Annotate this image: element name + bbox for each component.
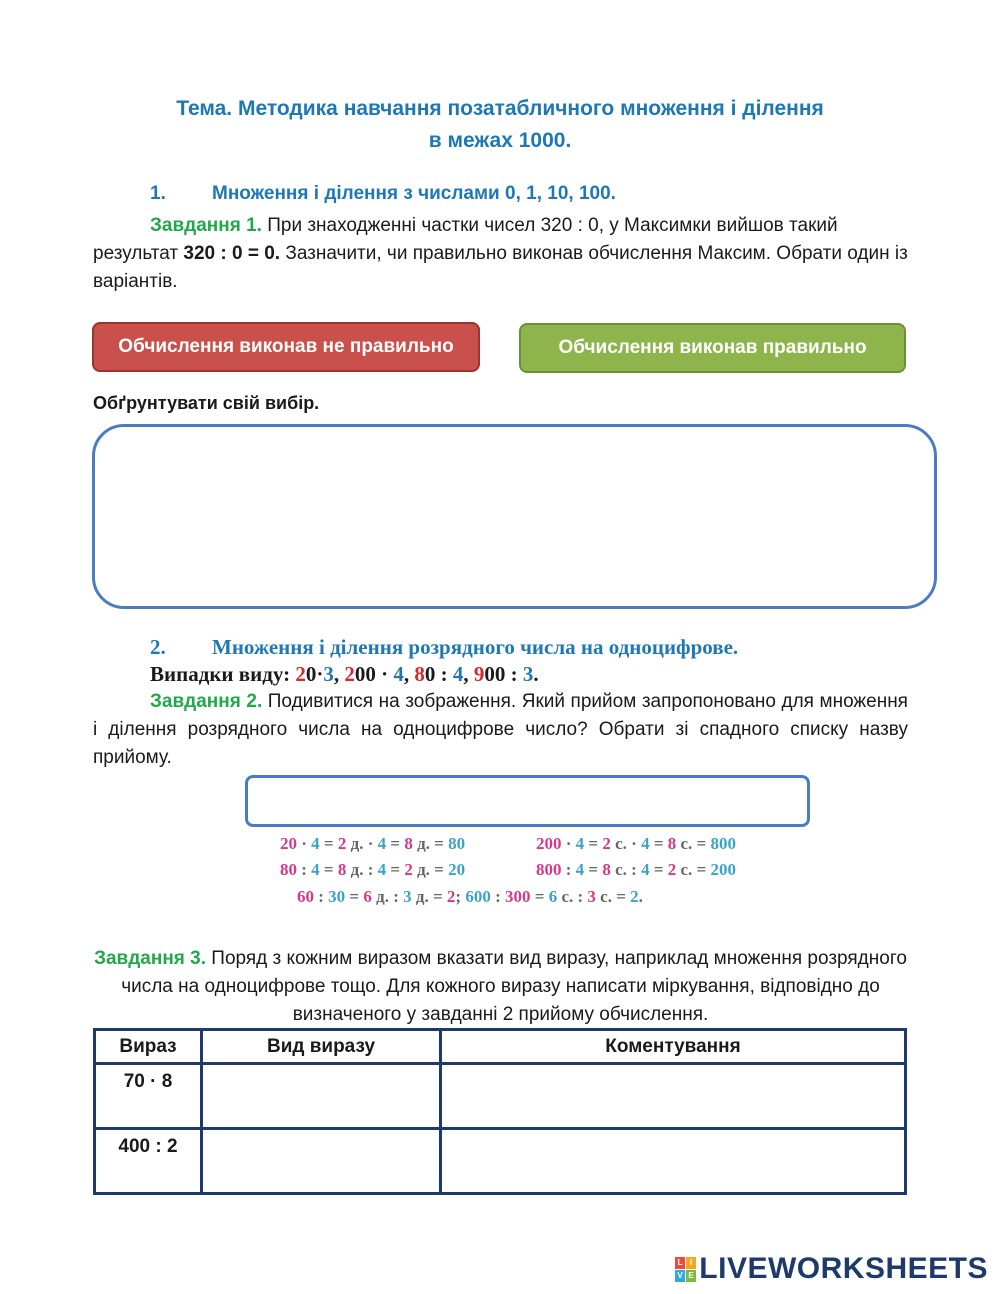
equation-token: 3 — [587, 887, 596, 906]
equation-token: = — [530, 887, 549, 906]
technique-dropdown[interactable] — [245, 775, 810, 827]
case-divisor: 3 — [323, 662, 334, 686]
logo-mark-icon — [675, 1257, 696, 1282]
equation-row2-right — [536, 860, 736, 880]
page-title-line1: Тема. Методика навчання позатабличного множення і ділення — [176, 97, 824, 120]
header-comment: Коментування — [441, 1030, 906, 1064]
equation-token: 80 — [448, 834, 466, 853]
task3-paragraph — [93, 945, 908, 1029]
equation-token: : — [561, 860, 576, 879]
table-row — [95, 1064, 906, 1129]
task2-label: Завдання 2. — [150, 691, 263, 712]
case-digit: 2 — [295, 662, 306, 686]
option-right-button[interactable]: Обчислення виконав правильно — [519, 323, 906, 373]
equation-token: 4 — [311, 834, 320, 853]
equation-token: : — [297, 860, 312, 879]
equation-token: 4 — [641, 834, 650, 853]
equation-token: · — [297, 834, 312, 853]
equation-token: 8 — [337, 860, 347, 879]
equation-token: с. = — [595, 887, 631, 906]
task3-label: Завдання 3. — [94, 948, 207, 969]
equation-token: 60 — [297, 887, 314, 906]
comment-input[interactable] — [441, 1064, 906, 1129]
equation-token: 2 — [667, 860, 677, 879]
equation-token: 2 — [602, 834, 611, 853]
case-sep: , — [403, 662, 415, 686]
justification-textarea[interactable] — [92, 424, 937, 609]
kind-input[interactable] — [202, 1064, 441, 1129]
case-digit: 9 — [473, 662, 485, 686]
equation-token: = — [386, 834, 405, 853]
equation-token: : — [490, 887, 506, 906]
equation-token: с. : — [610, 860, 642, 879]
equation-token: = — [649, 834, 668, 853]
equation-token: 8 — [667, 834, 677, 853]
case-divisor: 4 — [452, 662, 464, 686]
equation-token: 600 — [465, 887, 491, 906]
equation-token: с. = — [676, 860, 711, 879]
case-digit: 2 — [344, 662, 355, 686]
equation-token: д. = — [411, 887, 447, 906]
equation-row1-left — [280, 834, 465, 854]
equation-token: с. = — [676, 834, 711, 853]
section2-number: 2. — [150, 635, 166, 659]
expression-cell: 70 · 8 — [95, 1064, 202, 1129]
equation-token: 2 — [337, 834, 347, 853]
equation-token: 4 — [575, 834, 585, 853]
task1-paragraph — [93, 212, 908, 296]
equation-token: = — [584, 834, 603, 853]
logo-mark-letter: V — [675, 1270, 685, 1282]
task3-text: Поряд з кожним виразом вказати вид виразу, наприклад множення розрядного числа на одноцифрове тощо. Для кожного виразу написати міркування, відповідно до визначеного у завданні 2 прийому обчислення. — [121, 948, 907, 1025]
case-digit: 8 — [414, 662, 425, 686]
logo-text: LIVEWORKSHEETS — [699, 1252, 988, 1285]
equation-token: 2 — [404, 860, 413, 879]
equation-token: = — [649, 860, 668, 879]
task1-text-b: Зазначити, чи правильно виконав обчислення Максим. Обрати один із варіантів. — [93, 243, 908, 292]
task2-paragraph — [93, 688, 908, 772]
case-rest: 0· — [305, 662, 324, 686]
equation-token: 200 — [536, 834, 562, 853]
equation-token: 800 — [710, 834, 736, 853]
case-sep: . — [533, 662, 539, 686]
equation-row2-left — [280, 860, 465, 880]
kind-input[interactable] — [202, 1129, 441, 1194]
equation-token: 30 — [328, 887, 346, 906]
justify-label: Обґрунтувати свій вибір. — [93, 393, 320, 413]
task1-label: Завдання 1. — [150, 215, 262, 236]
equation-row3 — [297, 887, 643, 907]
equation-token: 4 — [575, 860, 585, 879]
equation-token: д. = — [412, 860, 449, 879]
header-kind: Вид виразу — [202, 1030, 441, 1064]
case-divisor: 3 — [522, 662, 534, 686]
expressions-table — [93, 1028, 907, 1195]
equation-token: = — [386, 860, 405, 879]
cases-label: Випадки виду: — [150, 662, 296, 686]
equation-token: 4 — [377, 834, 387, 853]
expression-cell: 400 : 2 — [95, 1129, 202, 1194]
option-wrong-button[interactable]: Обчислення виконав не правильно — [92, 322, 480, 372]
section1-number: 1. — [150, 183, 166, 204]
equation-token: 80 — [280, 860, 297, 879]
section1-heading — [150, 183, 616, 205]
task1-bold-expression: 320 : 0 = 0. — [183, 243, 281, 264]
case-rest: 0 : — [424, 662, 453, 686]
equation-token: = — [319, 860, 338, 879]
equation-token: 4 — [377, 860, 387, 879]
equation-token: 4 — [311, 860, 320, 879]
equation-row1-right — [536, 834, 736, 854]
equation-token: д. = — [412, 834, 449, 853]
task2-text: Подивитися на зображення. Який прийом запропоновано для множення і ділення розрядного числа на одноцифрове число? Обрати зі спадного списку назву прийому. — [93, 691, 908, 768]
equation-token: д. : — [346, 860, 378, 879]
equation-token: 6 — [363, 887, 372, 906]
task1-text-a: При знаходженні частки чисел 320 : 0, у Максимки вийшов такий результат — [93, 215, 838, 264]
equation-token: = — [345, 887, 364, 906]
table-header-row — [95, 1030, 906, 1064]
equation-token: д. · — [346, 834, 378, 853]
page-title-line2: в межах 1000. — [428, 129, 572, 152]
equation-token: 200 — [710, 860, 736, 879]
equation-token: 20 — [280, 834, 297, 853]
case-rest: 00 · — [354, 662, 394, 686]
equation-token: 2 — [446, 887, 456, 906]
logo-mark-letter: E — [686, 1270, 696, 1282]
equation-token: . — [638, 887, 643, 906]
case-divisor: 4 — [393, 662, 404, 686]
case-sep: , — [463, 662, 474, 686]
equation-token: с. : — [557, 887, 588, 906]
equation-token: ; — [455, 887, 466, 906]
section1-heading-text: Множення і ділення з числами 0, 1, 10, 100. — [212, 183, 616, 204]
equation-token: 8 — [602, 860, 611, 879]
equation-token: = — [584, 860, 603, 879]
liveworksheets-logo — [675, 1252, 988, 1286]
equation-token: с. · — [610, 834, 642, 853]
equation-token: 2 — [630, 887, 639, 906]
logo-mark-letter: L — [675, 1257, 685, 1269]
equation-token: · — [561, 834, 576, 853]
case-rest: 00 : — [484, 662, 523, 686]
cases-line — [150, 662, 539, 687]
header-expression: Вираз — [95, 1030, 202, 1064]
equation-token: д. : — [371, 887, 404, 906]
comment-input[interactable] — [441, 1129, 906, 1194]
equation-token: 800 — [536, 860, 562, 879]
section2-heading-text: Множення і ділення розрядного числа на одноцифрове. — [212, 635, 739, 659]
equation-token: 300 — [505, 887, 531, 906]
table-row — [95, 1129, 906, 1194]
case-sep: , — [333, 662, 345, 686]
equation-token: 20 — [448, 860, 466, 879]
section2-heading — [150, 635, 738, 660]
logo-mark-letter: I — [686, 1257, 696, 1269]
equation-token: 3 — [403, 887, 412, 906]
equation-token: 6 — [548, 887, 558, 906]
equation-token: : — [314, 887, 329, 906]
equation-token: 8 — [404, 834, 413, 853]
equation-token: 4 — [641, 860, 650, 879]
equation-token: = — [319, 834, 338, 853]
